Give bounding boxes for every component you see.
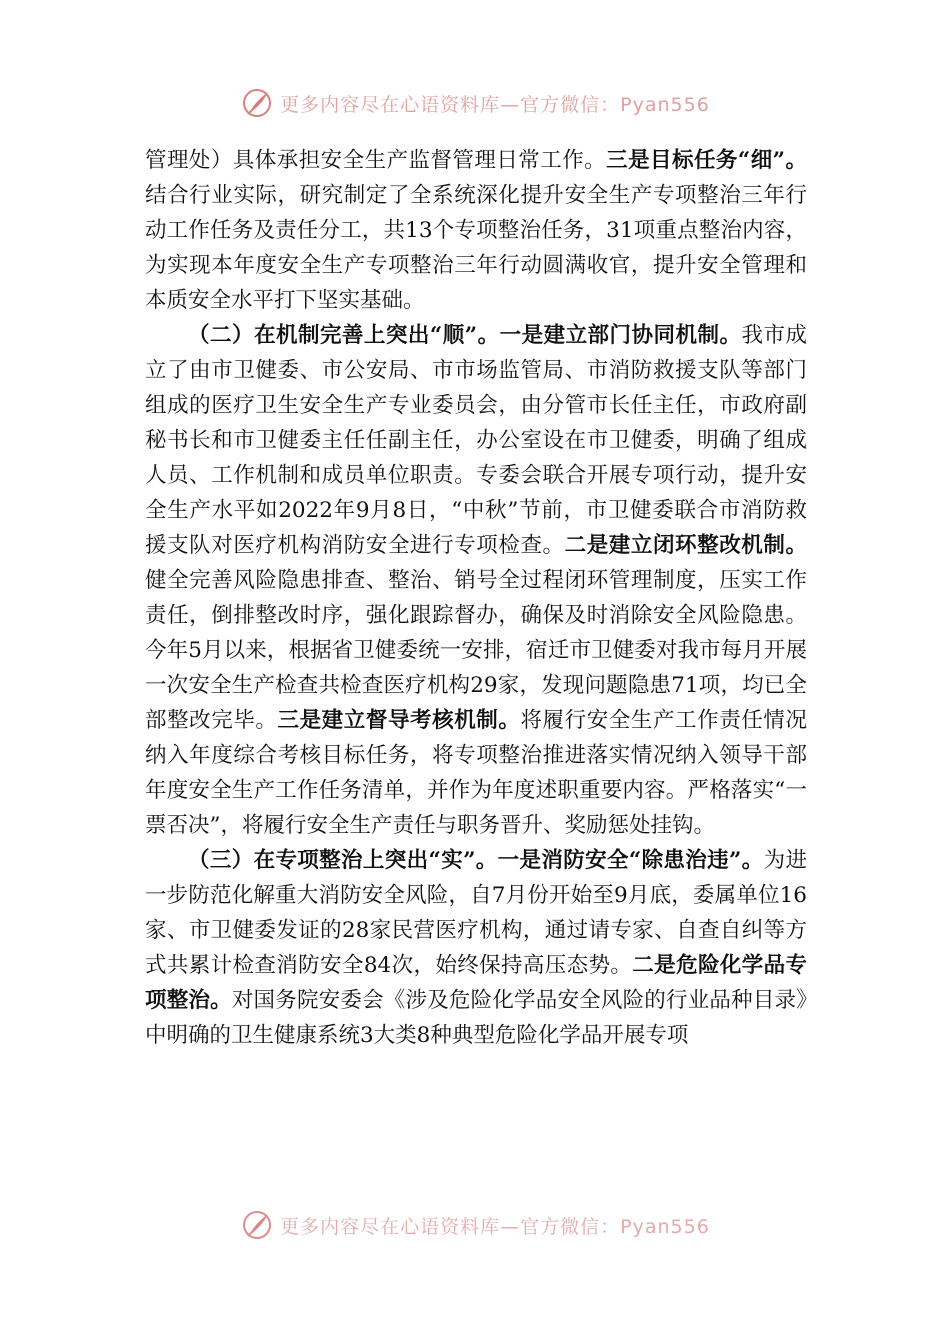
watermark-header [0,86,950,120]
bold-heading: 三是建立督导考核机制。 [277,708,521,733]
watermark-text: 更多内容尽在心语资料库—官方微信：Pyan556 [280,1215,710,1238]
text-segment: 健全完善风险隐患排查、整治、销号全过程闭环管理制度，压实工作责任，倒排整改时序，强化跟踪督办，确保及时消除安全风险隐患。今年5月以来，根据省卫健委统一安排，宿迁市卫健委对我市每月开展一次安全生产检查共检查医疗机构29家，发现问题隐患71项，均已全部整改完毕。 [145,568,807,733]
watermark-text: 更多内容尽在心语资料库—官方微信：Pyan556 [280,93,710,116]
quill-pen-icon [240,1208,274,1242]
section-heading: （二）在机制完善上突出“顺”。一是建立部门协同机制。 [188,323,742,348]
quill-pen-icon [240,86,274,120]
text-segment: 结合行业实际，研究制定了全系统深化提升安全生产专项整治三年行动工作任务及责任分工，共13个专项整治任务，31项重点整治内容，为实现本年度安全生产专项整治三年行动圆满收官，提升安全管理和本质安全水平打下坚实基础。 [145,183,807,313]
text-segment: 将履行安全生产工作责任情况纳入年度综合考核目标任务，将专项整治推进落实情况纳入领导干部年度安全生产工作任务清单，并作为年度述职重要内容。严格落实“一票否决”，将履行安全生产责任与职务晋升、奖励惩处挂钩。 [145,708,807,838]
paragraph-1 [145,143,807,318]
paragraph-3 [145,843,807,1053]
section-heading: （三）在专项整治上突出“实”。一是消防安全“除患治违”。 [188,848,764,873]
text-segment: 对国务院安委会《涉及危险化学品安全风险的行业品种目录》中明确的卫生健康系统3大类8种典型危险化学品开展专项 [145,988,807,1048]
text-segment: 管理处）具体承担安全生产监督管理日常工作。 [145,148,607,173]
document-body [145,143,807,1053]
bold-heading: 二是建立闭环整改机制。 [564,533,807,558]
text-segment: 为进一步防范化解重大消防安全风险，自7月份开始至9月底，委属单位16家、市卫健委发证的28家民营医疗机构，通过请专家、自查自纠等方式共累计检查消防安全84次，始终保持高压态势。 [145,848,807,978]
paragraph-2 [145,318,807,843]
watermark-footer [0,1208,950,1242]
bold-heading: 三是目标任务“细”。 [606,148,807,173]
text-segment: 我市成立了由市卫健委、市公安局、市市场监管局、市消防救援支队等部门组成的医疗卫生安全生产专业委员会，由分管市长任主任，市政府副秘书长和市卫健委主任任副主任，办公室设在市卫健委，明确了组成人员、工作机制和成员单位职责。专委会联合开展专项行动，提升安全生产水平如2022年9月8日，“中秋”节前，市卫健委联合市消防救援支队对医疗机构消防安全进行专项检查。 [145,323,807,558]
bold-heading: 二是危险化学品专项整治。 [145,953,807,1013]
